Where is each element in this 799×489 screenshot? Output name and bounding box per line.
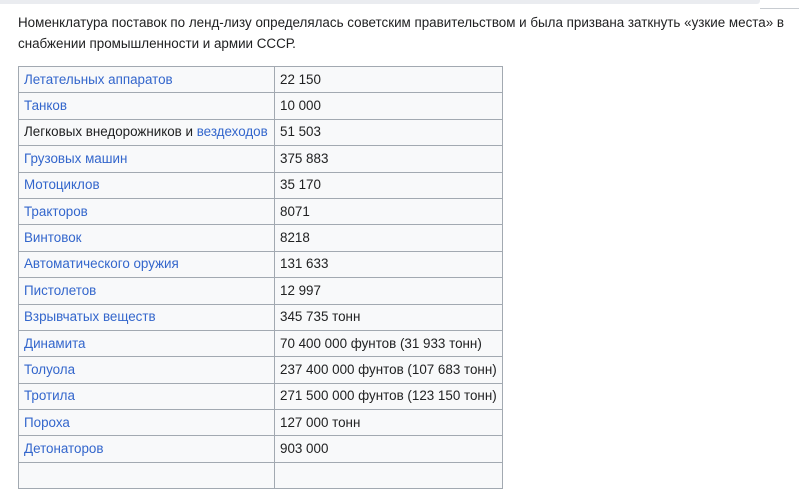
value-cell: 35 170	[275, 172, 503, 198]
table-row	[19, 67, 503, 93]
table-row	[19, 119, 503, 145]
item-cell	[19, 410, 275, 436]
value-cell: 271 500 000 фунтов (123 150 тонн)	[275, 383, 503, 409]
item-link-trucks[interactable]: Грузовых машин	[24, 150, 128, 166]
item-link-dynamite[interactable]: Динамита	[24, 335, 86, 351]
item-link-automatic-weapons[interactable]: Автоматического оружия	[24, 256, 179, 272]
item-cell	[19, 462, 275, 488]
value-cell: 22 150	[275, 67, 503, 93]
item-link-pistols[interactable]: Пистолетов	[24, 282, 97, 298]
table-row	[19, 278, 503, 304]
top-divider	[760, 8, 799, 9]
item-cell	[19, 304, 275, 330]
lend-lease-table	[18, 66, 503, 489]
item-link-tanks[interactable]: Танков	[24, 98, 67, 114]
item-link-tnt[interactable]: Тротила	[24, 388, 75, 404]
item-cell	[19, 119, 275, 145]
table-row	[19, 172, 503, 198]
table-row	[19, 383, 503, 409]
item-cell	[19, 67, 275, 93]
table-row	[19, 410, 503, 436]
item-link-tractors[interactable]: Тракторов	[24, 203, 88, 219]
item-cell	[19, 93, 275, 119]
value-cell: 10 000	[275, 93, 503, 119]
table-row	[19, 436, 503, 462]
item-link-toluene[interactable]: Толуола	[24, 361, 76, 377]
item-cell	[19, 251, 275, 277]
value-cell: 8071	[275, 198, 503, 224]
item-link-detonators[interactable]: Детонаторов	[24, 441, 104, 457]
item-cell	[19, 383, 275, 409]
value-cell: 51 503	[275, 119, 503, 145]
table-row	[19, 146, 503, 172]
item-cell	[19, 330, 275, 356]
item-link-gunpowder[interactable]: Пороха	[24, 414, 70, 430]
value-cell: 127 000 тонн	[275, 410, 503, 436]
value-cell: 131 633	[275, 251, 503, 277]
value-cell: 237 400 000 фунтов (107 683 тонн)	[275, 357, 503, 383]
item-link-rifles[interactable]: Винтовок	[24, 230, 82, 246]
intro-paragraph: Номенклатура поставок по ленд-лизу определялась советским правительством и была призвана заткнуть «узкие места» в снабжении промышленности и армии СССР.	[18, 15, 784, 51]
value-cell: 345 735 тонн	[275, 304, 503, 330]
item-link-explosives[interactable]: Взрывчатых веществ	[24, 309, 156, 325]
value-cell: 8218	[275, 225, 503, 251]
item-text-jeeps: Легковых внедорожников и	[24, 124, 197, 140]
table-row-partial	[19, 462, 503, 488]
top-scroll-strip	[0, 0, 760, 4]
table-row	[19, 357, 503, 383]
value-cell: 12 997	[275, 278, 503, 304]
table-row	[19, 198, 503, 224]
value-cell	[275, 462, 503, 488]
item-cell	[19, 436, 275, 462]
item-link-motorcycles[interactable]: Мотоциклов	[24, 177, 100, 193]
value-cell: 375 883	[275, 146, 503, 172]
item-cell	[19, 357, 275, 383]
value-cell: 70 400 000 фунтов (31 933 тонн)	[275, 330, 503, 356]
item-link-all-terrain[interactable]: вездеходов	[196, 124, 268, 140]
item-cell	[19, 198, 275, 224]
table-row	[19, 225, 503, 251]
table-row	[19, 251, 503, 277]
item-link-aircraft[interactable]: Летательных аппаратов	[24, 71, 173, 87]
item-cell	[19, 146, 275, 172]
item-cell	[19, 278, 275, 304]
table-row	[19, 93, 503, 119]
value-cell: 903 000	[275, 436, 503, 462]
item-cell	[19, 225, 275, 251]
table-row	[19, 330, 503, 356]
item-cell	[19, 172, 275, 198]
table-row	[19, 304, 503, 330]
